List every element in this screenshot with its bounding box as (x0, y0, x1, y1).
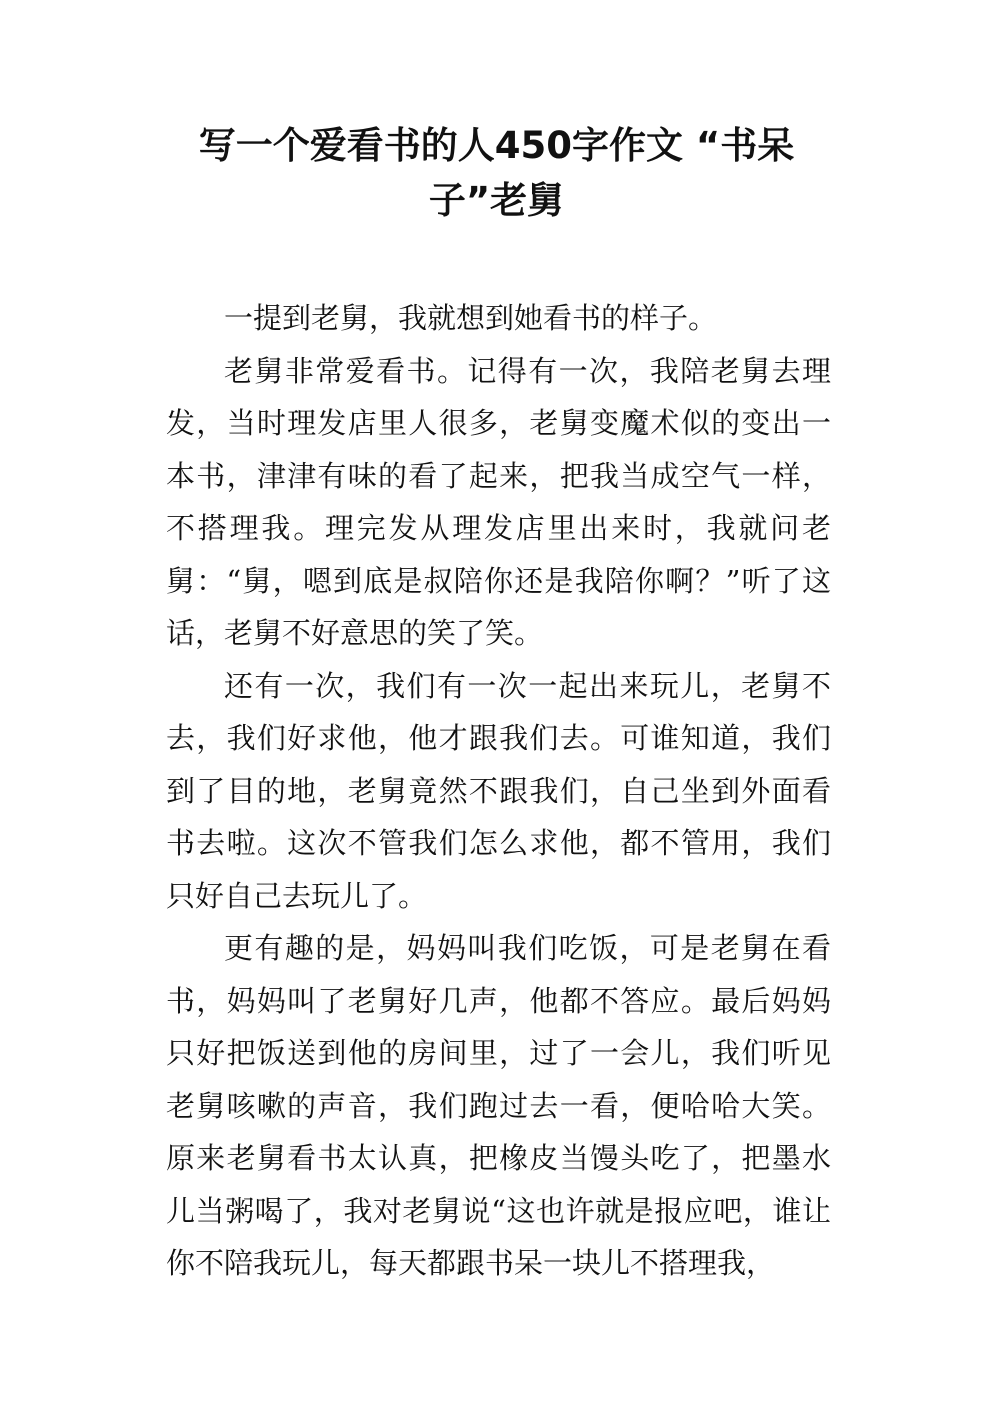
document-title (150, 118, 843, 228)
paragraph-4: 更有趣的是，妈妈叫我们吃饭，可是老舅在看书，妈妈叫了老舅好几声，他都不答应。最后妈妈只好把饭送到他的房间里，过了一会儿，我们听见老舅咳嗽的声音，我们跑过去一看，便哈哈大笑。原来老舅看书太认真，把橡皮当馒头吃了，把墨水儿当粥喝了，我对老舅说“这也许就是报应吧，谁让你不陪我玩儿，每天都跟书呆一块儿不搭理我， (166, 931, 831, 1280)
paragraph-2: 老舅非常爱看书。记得有一次，我陪老舅去理发，当时理发店里人很多，老舅变魔术似的变出一本书，津津有味的看了起来，把我当成空气一样，不搭理我。理完发从理发店里出来时，我就问老舅：“舅，嗯到底是叔陪你还是我陪你啊？”听了这话，老舅不好意思的笑了笑。 (166, 353, 831, 650)
document-body (166, 292, 831, 1290)
title-line-2: 子”老舅 (428, 179, 565, 222)
paragraph-1: 一提到老舅，我就想到她看书的样子。 (224, 301, 718, 335)
title-line-1: 写一个爱看书的人450字作文 “书呆 (198, 124, 795, 167)
paragraph-3: 还有一次，我们有一次一起出来玩儿，老舅不去，我们好求他，他才跟我们去。可谁知道，我们到了目的地，老舅竟然不跟我们，自己坐到外面看书去啦。这次不管我们怎么求他，都不管用，我们只好自己去玩儿了。 (166, 668, 831, 913)
